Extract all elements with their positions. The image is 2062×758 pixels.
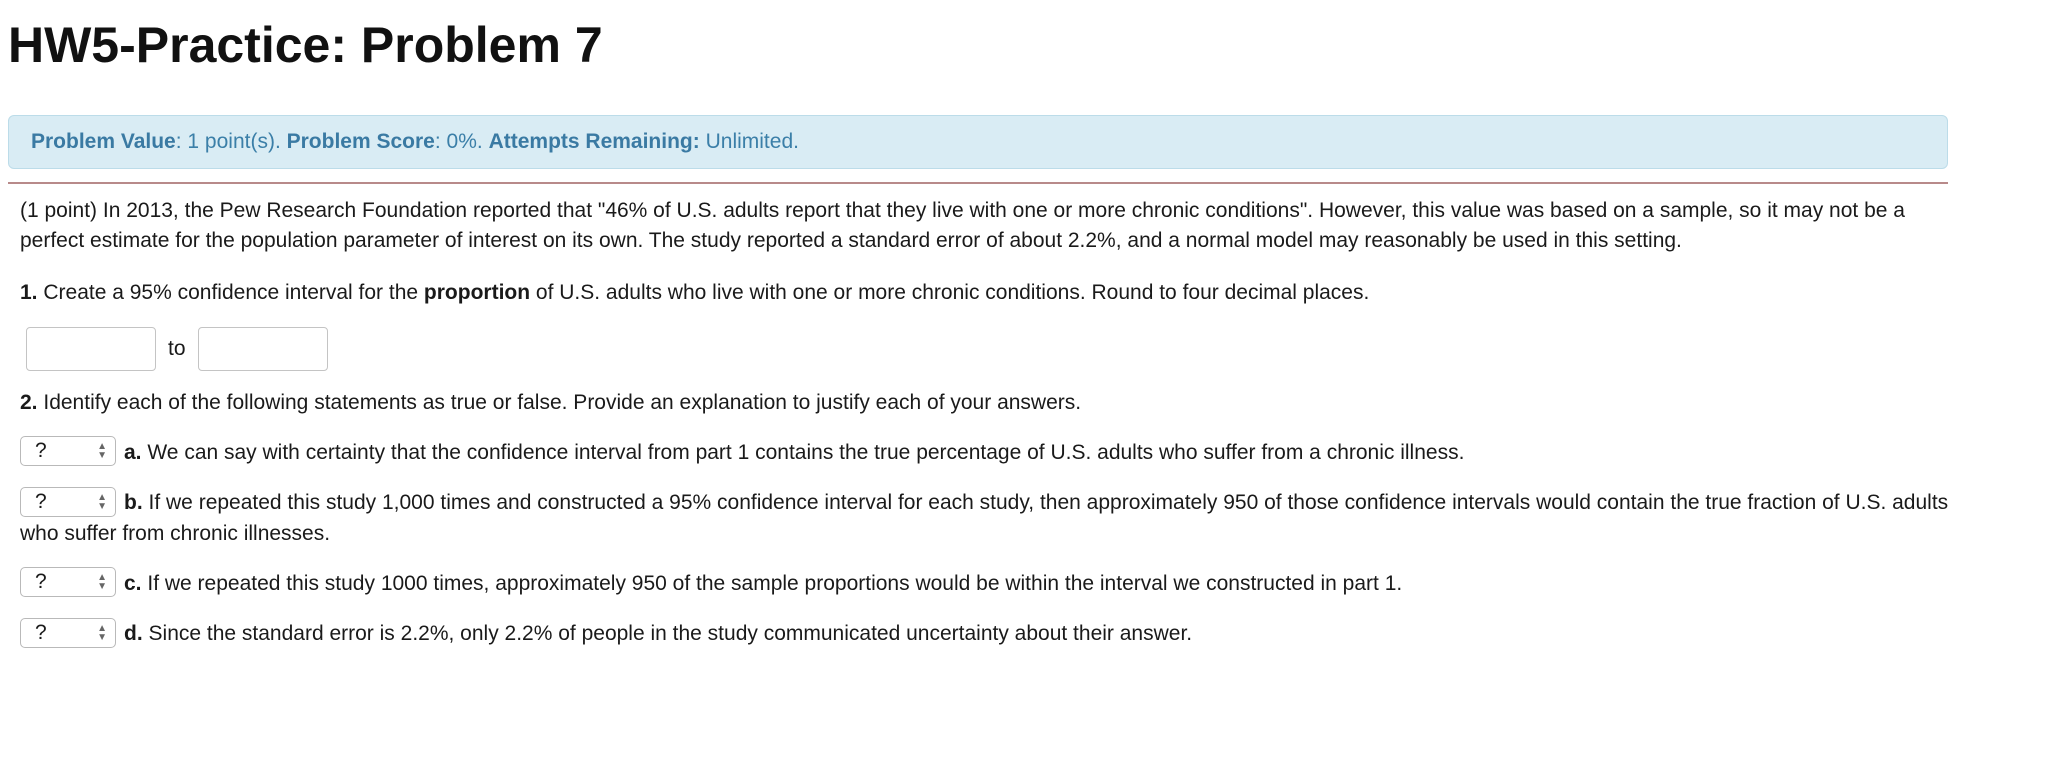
statement-b-selected-value: ? [35, 489, 47, 513]
select-arrows-icon: ▲ ▼ [97, 572, 107, 593]
problem-score-text: : 0%. [434, 130, 483, 153]
statement-b-letter: b. [124, 491, 143, 515]
question-1 [20, 278, 1955, 308]
question-1-text-after: of U.S. adults who live with one or more chronic conditions. Round to four decimal places. [535, 281, 1370, 304]
question-2-number: 2. [20, 391, 38, 414]
question-2-text: Identify each of the following statements as true or false. Provide an explanation to justify each of your answers. [43, 391, 1082, 414]
statement-b-text: If we repeated this study 1,000 times and constructed a 95% confidence interval for each study, then approximately 950 of those confidence intervals would contain the true fraction of U.S. adults who suffer from chronic illnesses. [20, 491, 1949, 545]
question-1-bold-word: proportion [423, 281, 531, 304]
confidence-interval-row [20, 326, 1955, 372]
problem-intro: (1 point) In 2013, the Pew Research Foundation reported that "46% of U.S. adults report that they live with one or more chronic conditions". However, this value was based on a sample, so it may not be a perfect estimate for the population parameter of interest on its own. The study reported a standard error of about 2.2%, and a normal model may reasonably be used in this setting. [20, 199, 1905, 252]
problem-value-label: Problem Value [31, 130, 176, 153]
statement-d-letter: d. [124, 622, 143, 646]
question-2 [20, 388, 1955, 418]
statement-c-select[interactable] [20, 567, 116, 597]
problem-body [20, 196, 1955, 650]
select-arrows-icon: ▲ ▼ [97, 441, 107, 462]
statement-a-letter: a. [124, 441, 142, 464]
select-arrows-icon: ▲ ▼ [97, 622, 107, 643]
problem-score-label: Problem Score [286, 130, 435, 153]
interval-upper-input[interactable] [198, 327, 328, 371]
statement-a-selected-value: ? [35, 439, 47, 463]
statement-c-letter: c. [124, 571, 142, 595]
statement-d-text: Since the standard error is 2.2%, only 2.2% of people in the study communicated uncertainty about their answer. [148, 622, 1193, 646]
statement-c-text: If we repeated this study 1000 times, approximately 950 of the sample proportions would be within the interval we constructed in part 1. [147, 571, 1403, 595]
problem-status-bar [8, 115, 1948, 169]
select-arrows-icon: ▲ ▼ [97, 491, 107, 512]
attempts-remaining-label: Attempts Remaining: [488, 130, 700, 153]
statement-c [20, 569, 1955, 599]
statement-d-selected-value: ? [35, 620, 47, 644]
interval-to-label: to [168, 337, 186, 360]
statement-a-text: We can say with certainty that the confidence interval from part 1 contains the true percentage of U.S. adults who suffer from a chronic illness. [147, 441, 1465, 464]
statement-b-select[interactable] [20, 487, 116, 517]
attempts-remaining-text: Unlimited. [705, 130, 799, 153]
statement-c-selected-value: ? [35, 570, 47, 594]
problem-value-text: : 1 point(s). [175, 130, 281, 153]
interval-lower-input[interactable] [26, 327, 156, 371]
statement-a-select[interactable] [20, 436, 116, 466]
divider [8, 182, 1948, 184]
statement-a [20, 438, 1955, 468]
statement-d-select[interactable] [20, 618, 116, 648]
question-1-text-before: Create a 95% confidence interval for the [43, 281, 419, 304]
question-1-number: 1. [20, 281, 38, 304]
statement-d [20, 619, 1955, 649]
statement-b [20, 488, 1955, 548]
page-title: HW5-Practice: Problem 7 [8, 17, 603, 73]
